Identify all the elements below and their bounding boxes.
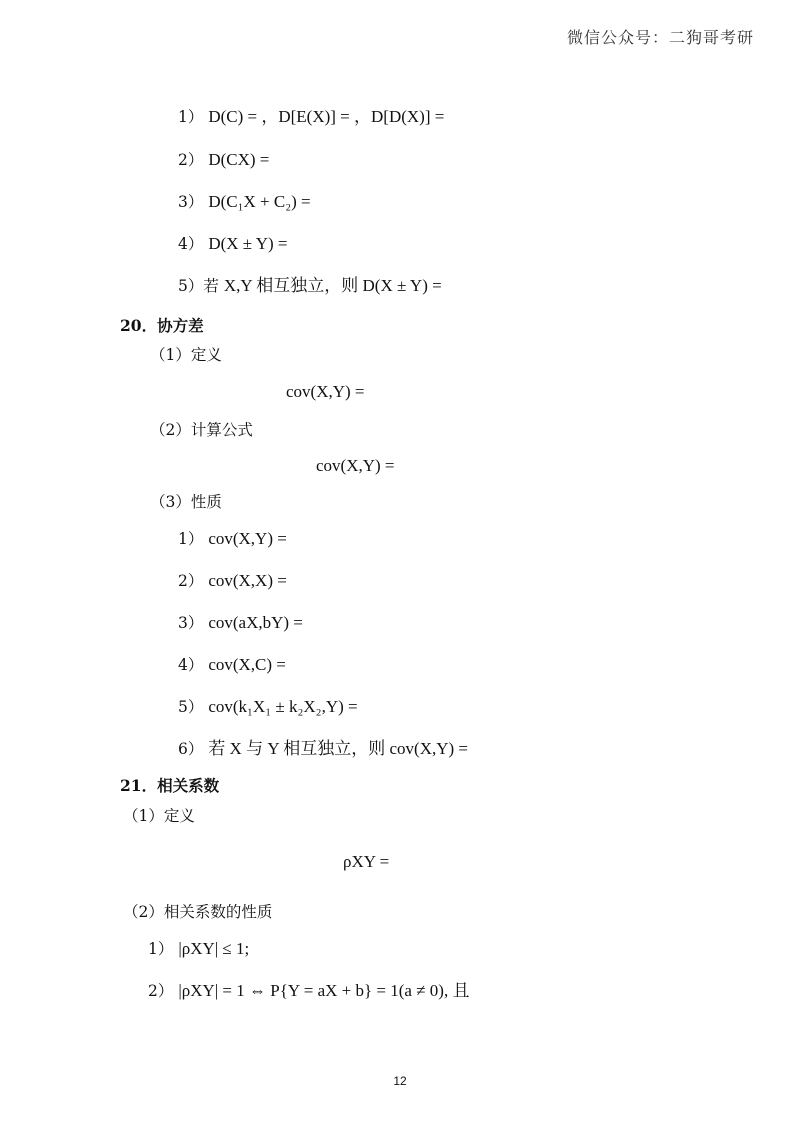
item-number: 1） — [178, 108, 204, 126]
section-21-title: 21．相关系数 — [120, 776, 220, 795]
section-20-properties-label: （3）性质 — [150, 493, 222, 511]
cov-property-1 — [178, 530, 287, 548]
formula: cov(aX,bY) = — [208, 613, 303, 632]
variance-property-5 — [178, 277, 442, 295]
cov-property-5 — [178, 698, 358, 716]
formula: cov(X,C) = — [208, 655, 286, 674]
item-number: 6） — [178, 740, 204, 758]
formula: D(CX) = — [208, 150, 270, 169]
formula: 若 X 与 Y 相互独立，则 cov(X,Y) = — [208, 739, 468, 758]
formula: X,Y 相互独立，则 D(X ± Y) = — [223, 276, 442, 295]
formula: cov(X,Y) = — [208, 529, 287, 548]
item-number: 2） — [178, 151, 204, 169]
variance-property-4 — [178, 235, 288, 253]
section-20-calc-formula: cov(X,Y) = — [316, 456, 395, 475]
variance-property-2 — [178, 151, 269, 169]
page-number: 12 — [393, 1074, 407, 1088]
section-21-properties-label: （2）相关系数的性质 — [123, 903, 273, 921]
item-number: 3） — [178, 193, 204, 211]
item-number: 1） — [148, 940, 174, 958]
corr-property-2 — [148, 982, 469, 1000]
item-number: 4） — [178, 235, 204, 253]
formula: D(C₁X + C₂) = — [208, 192, 311, 211]
item-number: 5） — [178, 277, 204, 295]
formula: cov(k₁X₁ ± k₂X₂,Y) = — [208, 697, 358, 716]
section-21-definition-label: （1）定义 — [123, 807, 195, 825]
item-number: 5） — [178, 698, 204, 716]
cov-property-3 — [178, 614, 303, 632]
corr-property-1 — [148, 940, 249, 958]
formula: cov(X,X) = — [208, 571, 287, 590]
section-21-definition-formula: ρXY = — [343, 852, 390, 871]
item-number: 4） — [178, 656, 204, 674]
item-number: 2） — [148, 982, 174, 1000]
item-number: 2） — [178, 572, 204, 590]
header-watermark: 微信公众号：二狗哥考研 — [566, 28, 754, 47]
variance-property-3 — [178, 193, 311, 211]
variance-property-1 — [178, 108, 444, 126]
section-20-title: 20．协方差 — [120, 316, 204, 335]
formula: |ρXY| = 1 ⇔ P{Y = aX + b} = 1(a ≠ 0), 且 — [178, 981, 470, 1000]
cov-property-4 — [178, 656, 286, 674]
formula: D(C) = ，D[E(X)] = ，D[D(X)] = — [208, 107, 445, 126]
section-20-definition-label: （1）定义 — [150, 346, 222, 364]
prefix-text: 若 — [203, 277, 219, 295]
item-number: 1） — [178, 530, 204, 548]
formula: |ρXY| ≤ 1; — [178, 939, 250, 958]
section-20-calc-label: （2）计算公式 — [150, 421, 253, 439]
cov-property-2 — [178, 572, 287, 590]
cov-property-6 — [178, 740, 468, 758]
formula: D(X ± Y) = — [208, 234, 288, 253]
item-number: 3） — [178, 614, 204, 632]
section-20-definition-formula: cov(X,Y) = — [286, 382, 365, 401]
